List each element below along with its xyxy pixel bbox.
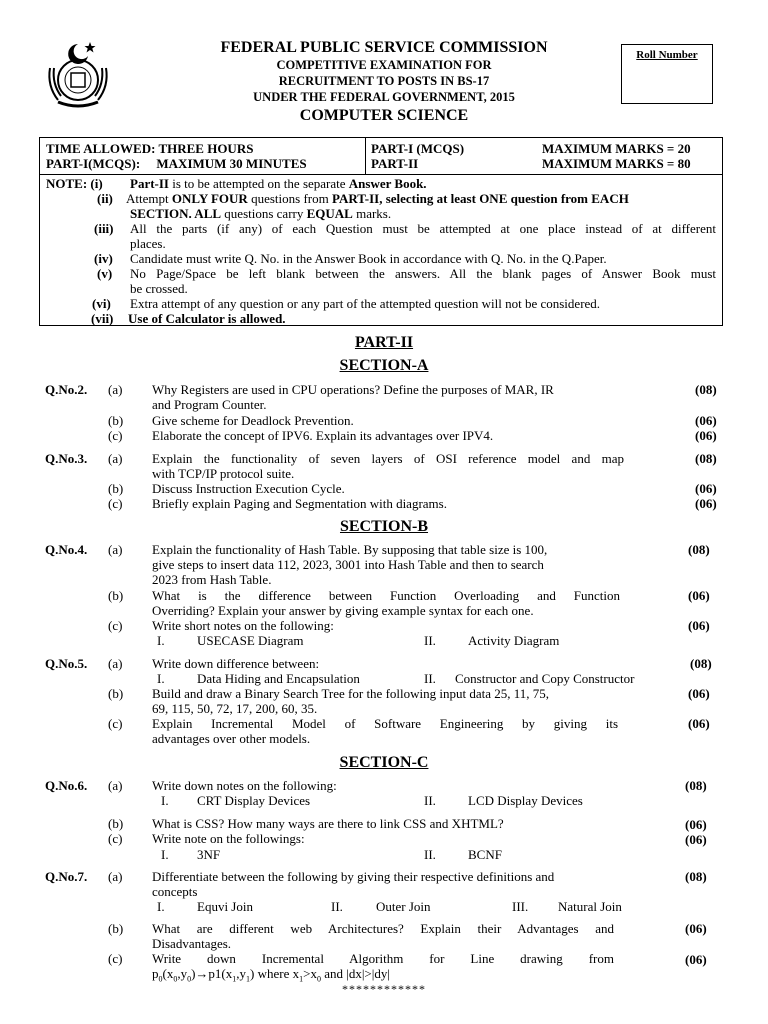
q2a-part: (a) [108,382,123,397]
q2-number: Q.No.2. [45,382,88,397]
q4a-part: (a) [108,542,123,557]
q7c-part: (c) [108,951,123,966]
q4b-part: (b) [108,588,124,603]
q6c-item1: 3NF [197,847,221,862]
part1-max-marks: MAXIMUM MARKS = 20 [542,141,691,156]
q7a-text: Differentiate between the following by giving their respective definitions and concepts [152,869,555,899]
part1-label: PART-I (MCQS) [371,141,465,156]
q7-number: Q.No.7. [45,869,88,884]
q3a-part: (a) [108,451,123,466]
section-c-heading: SECTION-C [339,754,429,771]
note-6-num: (vi) [92,296,111,311]
instructions-box [39,174,723,326]
q3c-text: Briefly explain Paging and Segmentation with diagrams. [152,496,447,511]
q5a-item1: Data Hiding and Encapsulation [197,671,360,686]
section-a-heading: SECTION-A [339,357,429,374]
q2b-part: (b) [108,413,124,428]
q5a-item1-num: I. [157,671,165,686]
q6a-item2-num: II. [424,793,436,808]
exam-info-table [39,137,723,175]
table-divider [365,138,366,174]
q3c-part: (c) [108,496,123,511]
subject-title: COMPUTER SCIENCE [299,107,469,124]
note-1: Part-II is to be attempted on the separate Answer Book. [130,176,427,191]
q5b-part: (b) [108,686,124,701]
q3b-text: Discuss Instruction Execution Cycle. [152,481,345,496]
note-4-num: (iv) [94,251,113,266]
q6c-item1-num: I. [161,847,169,862]
q6b-text: What is CSS? How many ways are there to link CSS and XHTML? [152,816,504,831]
q7a-item3: Natural Join [558,899,622,914]
roll-number-box[interactable] [621,44,713,104]
part-heading: PART-II [354,334,414,351]
q5a-marks: (08) [690,656,712,671]
q7a-item1: Equvi Join [197,899,253,914]
note-6: Extra attempt of any question or any part of the attempted question will not be considered. [130,296,601,311]
part1-time: PART-I(MCQS): MAXIMUM 30 MINUTES [46,156,307,171]
roll-number-label: Roll Number [636,49,698,61]
q3c-marks: (06) [695,496,717,511]
note-2-cont: SECTION. ALL questions carry EQUAL marks. [130,206,392,221]
note-7: Use of Calculator is allowed. [128,311,286,326]
q6c-part: (c) [108,831,123,846]
q6a-item1: CRT Display Devices [197,793,311,808]
q7b-part: (b) [108,921,124,936]
q7a-item1-num: I. [157,899,165,914]
q4c-text: Write short notes on the following: [152,618,334,633]
q7a-item3-num: III. [512,899,529,914]
q4-number: Q.No.4. [45,542,88,557]
q6-number: Q.No.6. [45,778,88,793]
q6c-item2: BCNF [468,847,502,862]
q6a-item2: LCD Display Devices [468,793,583,808]
header-line-3: UNDER THE FEDERAL GOVERNMENT, 2015 [253,90,515,104]
q5c-text: Explain Incremental Model of Software Engineering by giving its advantages over other models. [152,716,618,746]
q2c-marks: (06) [695,428,717,443]
q4b-text: What is the difference between Function Overloading and Function Overriding? Explain your answer by giving example syntax for each one. [152,588,620,618]
q4c-item2-num: II. [424,633,436,648]
q2b-marks: (06) [695,413,717,428]
q4c-item1: USECASE Diagram [197,633,304,648]
q6c-marks: (06) [685,832,707,847]
q4c-item2: Activity Diagram [468,633,560,648]
q7c-text: Write down Incremental Algorithm for Line drawing from [152,951,614,966]
note-5-num: (v) [97,266,113,281]
note-3-num: (iii) [94,221,114,236]
q6b-part: (b) [108,816,124,831]
q2c-part: (c) [108,428,123,443]
q6a-item1-num: I. [161,793,169,808]
q5a-part: (a) [108,656,123,671]
note-7-num: (vii) [91,311,114,326]
q6b-marks: (06) [685,817,707,832]
q2a-marks: (08) [695,382,717,397]
q5c-marks: (06) [688,716,710,731]
q5c-part: (c) [108,716,123,731]
q3a-marks: (08) [695,451,717,466]
q5a-item2: Constructor and Copy Constructor [455,671,635,686]
q2c-text: Elaborate the concept of IPV6. Explain its advantages over IPV4. [152,428,494,443]
note-2: Attempt ONLY FOUR questions from PART-II, selecting at least ONE question from EACH [126,191,629,206]
note-3: All the parts (if any) of each Question must be attempted at one place instead of at different [130,221,716,236]
q7a-marks: (08) [685,869,707,884]
q7b-text: What are different web Architectures? Explain their Advantages and Disadvantages. [152,921,614,951]
q6c-text: Write note on the followings: [152,831,305,846]
header-line-2: RECRUITMENT TO POSTS IN BS-17 [278,74,490,88]
q7a-item2: Outer Join [376,899,431,914]
note-4: Candidate must write Q. No. in the Answer Book in accordance with Q. No. in the Q.Paper. [130,251,607,266]
q6a-text: Write down notes on the following: [152,778,337,793]
q2b-text: Give scheme for Deadlock Prevention. [152,413,354,428]
q5a-text: Write down difference between: [152,656,320,671]
q4c-part: (c) [108,618,123,633]
q7b-marks: (06) [685,921,707,936]
note-2-num: (ii) [97,191,113,206]
note-3-cont: places. [130,236,166,251]
q5b-text: Build and draw a Binary Search Tree for the following input data 25, 11, 75, 69, 115, 50, 72, 17, 200, 60, 35. [152,686,550,716]
note-5: No Page/Space be left blank between the answers. All the blank pages of Answer Book must [130,266,716,281]
q6a-marks: (08) [685,778,707,793]
commission-title: FEDERAL PUBLIC SERVICE COMMISSION [220,39,548,56]
q5b-marks: (06) [688,686,710,701]
part2-label: PART-II [371,156,419,171]
q4b-marks: (06) [688,588,710,603]
q2a-text: Why Registers are used in CPU operations? Define the purposes of MAR, IR and Program Counter. [152,382,554,412]
time-allowed: TIME ALLOWED: THREE HOURS [46,141,254,156]
section-b-heading: SECTION-B [339,518,429,535]
part2-max-marks: MAXIMUM MARKS = 80 [542,156,691,171]
q5a-item2-num: II. [424,671,436,686]
end-of-paper-mark: ************ [342,982,426,996]
q3-number: Q.No.3. [45,451,88,466]
q3b-part: (b) [108,481,124,496]
q5-number: Q.No.5. [45,656,88,671]
note-lead: NOTE: (i) [46,176,103,191]
q3b-marks: (06) [695,481,717,496]
q4c-marks: (06) [688,618,710,633]
q7a-part: (a) [108,869,123,884]
q4c-item1-num: I. [157,633,165,648]
q7c-marks: (06) [685,952,707,967]
q4a-text: Explain the functionality of Hash Table. By supposing that table size is 100, give steps to insert data 112, 2023, 3001 into Hash Table and then to search 2023 from Hash Table. [152,542,548,587]
q3a-text: Explain the functionality of seven layers of OSI reference model and map with TCP/IP protocol suite. [152,451,624,481]
q4a-marks: (08) [688,542,710,557]
note-5-cont: be crossed. [130,281,188,296]
header-line-1: COMPETITIVE EXAMINATION FOR [276,58,492,72]
q6c-item2-num: II. [424,847,436,862]
q7a-item2-num: II. [331,899,343,914]
q6a-part: (a) [108,778,123,793]
q7c-formula: $p_0(x_0,y_0)\to p1(x_1,y_1)$ where $x_1>x_0$ and |dx|>|dy| [152,966,390,984]
